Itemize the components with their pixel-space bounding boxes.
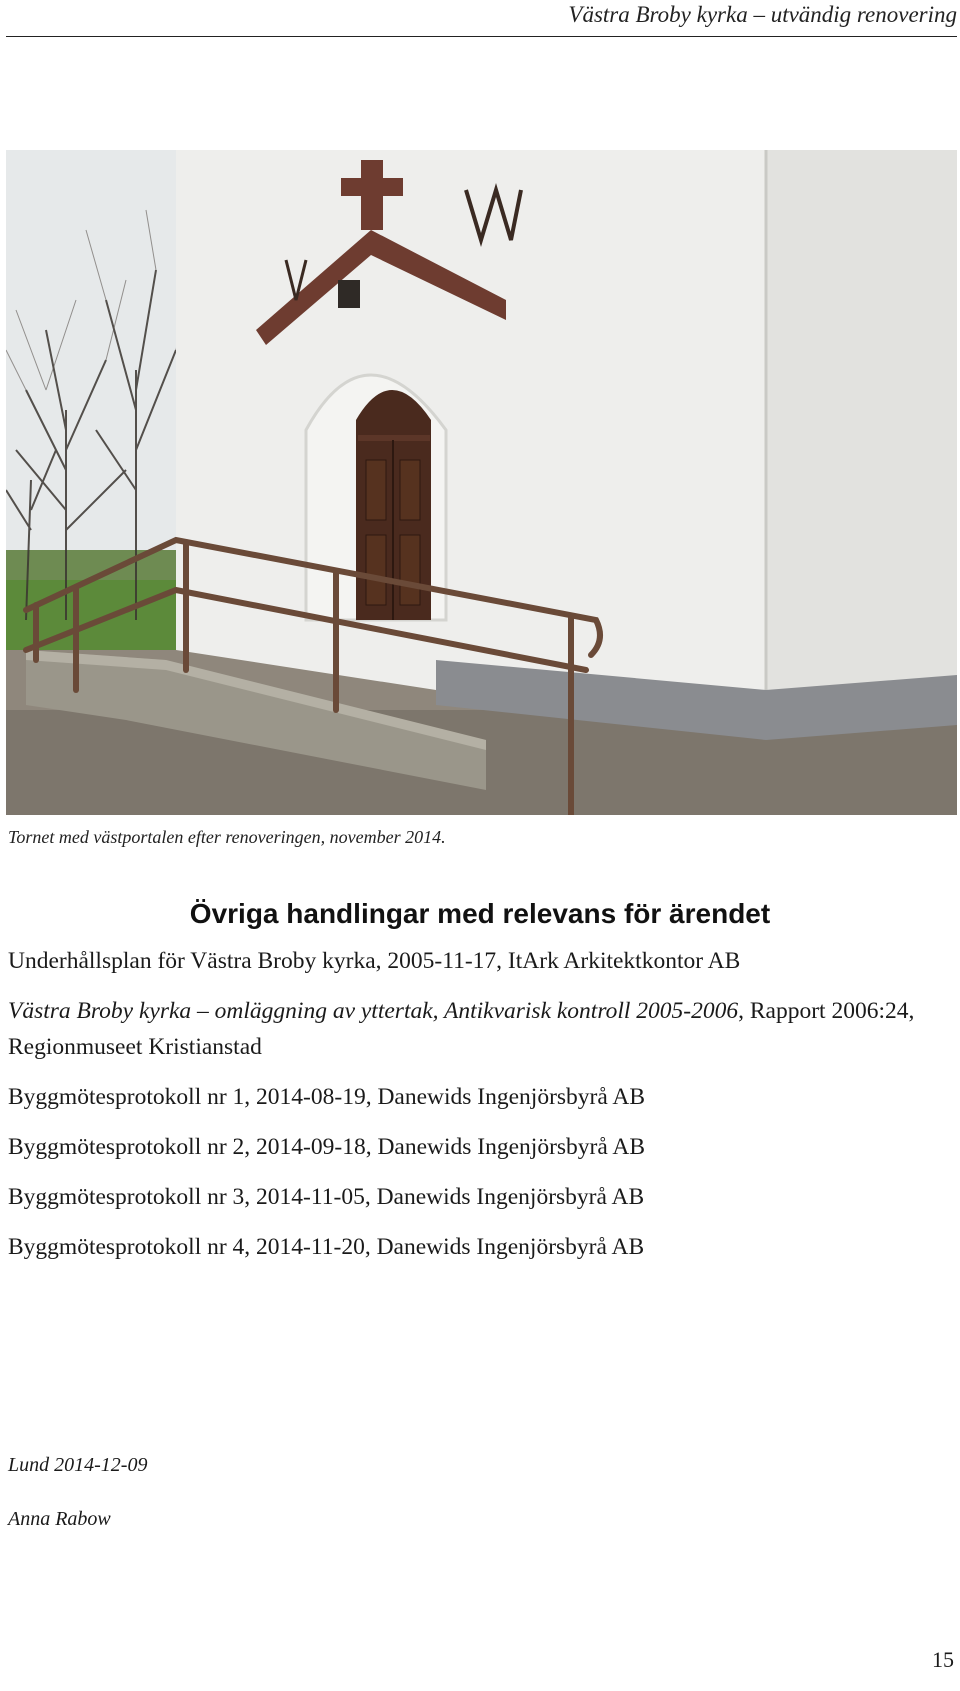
running-header — [6, 0, 957, 37]
photo-caption: Tornet med västportalen efter renoveringen, november 2014. — [8, 827, 446, 847]
list-item — [8, 1129, 958, 1165]
list-item — [8, 1079, 958, 1115]
church-tower-photo — [6, 150, 957, 815]
document-title: Västra Broby kyrka – omläggning av yttertak, Antikvarisk kontroll 2005-2006 — [8, 998, 739, 1024]
list-item — [8, 1229, 958, 1265]
section-heading: Övriga handlingar med relevans för ärendet — [189, 898, 771, 929]
document-reference: Byggmötesprotokoll nr 2, 2014-09-18, Danewids Ingenjörsbyrå AB — [8, 1134, 646, 1160]
document-reference: Byggmötesprotokoll nr 1, 2014-08-19, Danewids Ingenjörsbyrå AB — [8, 1084, 646, 1110]
document-reference: Underhållsplan för Västra Broby kyrka, 2005-11-17, ItArk Arkitektkontor AB — [8, 948, 741, 974]
page-number: 15 — [932, 1647, 954, 1672]
related-documents-list — [8, 943, 958, 1279]
church-tower-illustration — [6, 150, 957, 815]
document-reference: , Rapport 2006:24, Regionmuseet Kristianstad — [8, 998, 915, 1060]
signoff-author-name: Anna Rabow — [8, 1508, 111, 1530]
document-reference: Byggmötesprotokoll nr 3, 2014-11-05, Danewids Ingenjörsbyrå AB — [8, 1184, 645, 1210]
list-item — [8, 1179, 958, 1215]
document-reference: Byggmötesprotokoll nr 4, 2014-11-20, Danewids Ingenjörsbyrå AB — [8, 1234, 645, 1260]
list-item — [8, 943, 958, 979]
running-header-title: Västra Broby kyrka – utvändig renovering — [568, 2, 957, 27]
signoff-place-date: Lund 2014-12-09 — [8, 1454, 148, 1476]
list-item — [8, 993, 958, 1065]
